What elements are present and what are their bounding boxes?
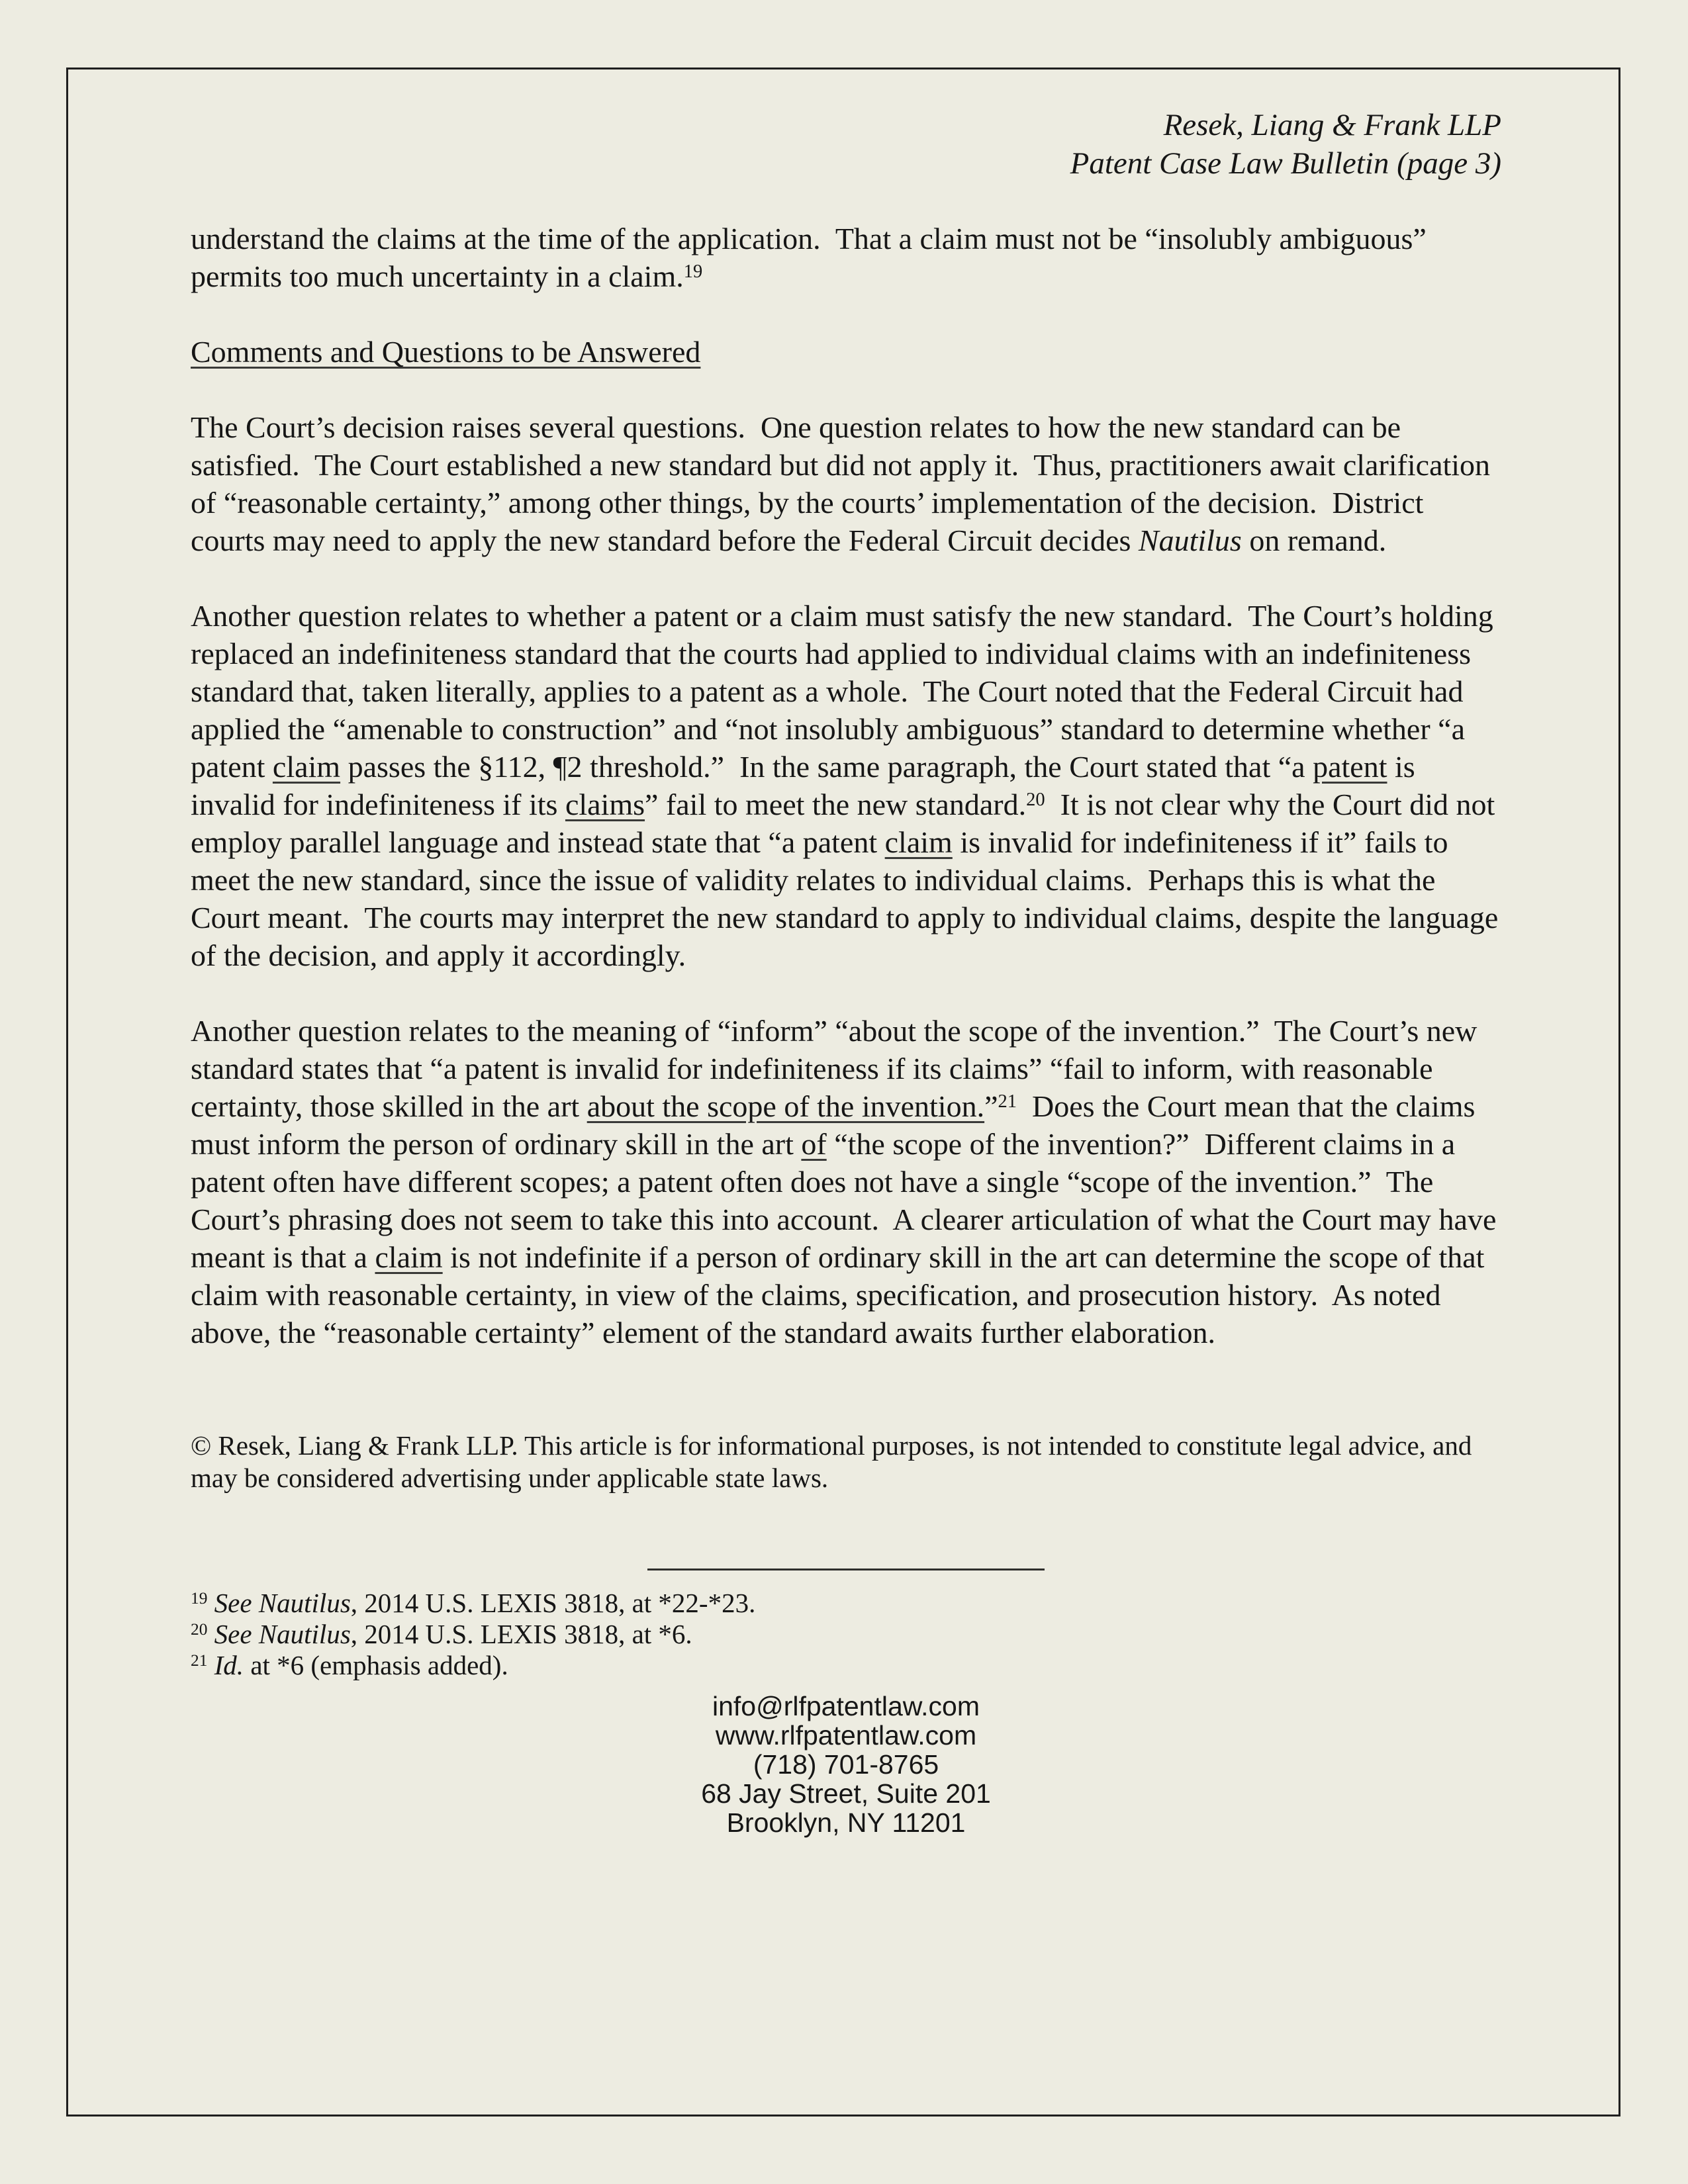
paragraph: Another question relates to the meaning of “inform” “about the scope of the invention.” The Court’s new standard states that “a patent is invalid for indefiniteness if its claims” “fail to inform, with reasonable certainty, those skilled in the art about the scope of the invention.”$^{21}$ Does the Court mean that the claims must inform the person of ordinary skill in the art of “the scope of the invention?” Different claims in a patent often have different scopes; a patent often does not have a single “scope of the invention.” The Court’s phrasing does not seem to take this into account. A clearer articulation of what the Court may have meant is that a claim is not indefinite if a person of ordinary skill in the art can determine the scope of that claim with reasonable certainty, in view of the claims, specification, and prosecution history. As noted above, the “reasonable certainty” element of the standard awaits further elaboration. <box>191 1014 1504 1349</box>
contact-footer <box>191 1692 1501 1837</box>
header-firm-name: Resek, Liang & Frank LLP <box>1163 108 1501 142</box>
footnote: $^{20}$ See Nautilus, 2014 U.S. LEXIS 3818, at *6. <box>191 1619 692 1649</box>
section-heading: Comments and Questions to be Answered <box>191 335 701 369</box>
document-body <box>191 220 1506 1351</box>
footer-phone: (718) 701-8765 <box>753 1749 939 1780</box>
page-border <box>66 68 1620 2116</box>
paragraph: The Court’s decision raises several questions. One question relates to how the new standard can be satisfied. The Court established a new standard but did not apply it. Thus, practitioners await clarification of “reasonable certainty,” among other things, by the courts’ implementation of the decision. District courts may need to apply the new standard before the Federal Circuit decides Nautilus on remand. <box>191 410 1498 557</box>
footer-email: info@rlfpatentlaw.com <box>712 1691 980 1721</box>
footnote: $^{21}$ Id. at *6 (emphasis added). <box>191 1650 508 1680</box>
footnotes <box>191 1588 1501 1681</box>
header-bulletin-title: Patent Case Law Bulletin (page 3) <box>1070 146 1501 181</box>
footer-website: www.rlfpatentlaw.com <box>715 1720 977 1751</box>
paragraph: understand the claims at the time of the application. That a claim must not be “insolubly ambiguous” permits too much uncertainty in a claim.$^{19}$ <box>191 222 1434 293</box>
document-header <box>191 106 1501 183</box>
footnote: $^{19}$ See Nautilus, 2014 U.S. LEXIS 3818, at *22-*23. <box>191 1588 756 1618</box>
footnote-separator <box>647 1569 1045 1570</box>
page-content <box>191 106 1506 1838</box>
copyright-notice: © Resek, Liang & Frank LLP. This article is for informational purposes, is not intended to constitute legal advice, and may be considered advertising under applicable state laws. <box>191 1430 1479 1493</box>
paragraph: Another question relates to whether a patent or a claim must satisfy the new standard. The Court’s holding replaced an indefiniteness standard that the courts had applied to individual claims with an indefiniteness standard that, taken literally, applies to a patent as a whole. The Court noted that the Federal Circuit had applied the “amenable to construction” and “not insolubly ambiguous” standard to determine whether “a patent claim passes the §112, ¶2 threshold.” In the same paragraph, the Court stated that “a patent is invalid for indefiniteness if its claims” fail to meet the new standard.$^{20}$ It is not clear why the Court did not employ parallel language and instead state that “a patent claim is invalid for indefiniteness if it” fails to meet the new standard, since the issue of validity relates to individual claims. Perhaps this is what the Court meant. The courts may interpret the new standard to apply to individual claims, despite the language of the decision, and apply it accordingly. <box>191 599 1506 972</box>
footer-address-street: 68 Jay Street, Suite 201 <box>701 1778 991 1809</box>
footer-address-city: Brooklyn, NY 11201 <box>726 1807 966 1838</box>
